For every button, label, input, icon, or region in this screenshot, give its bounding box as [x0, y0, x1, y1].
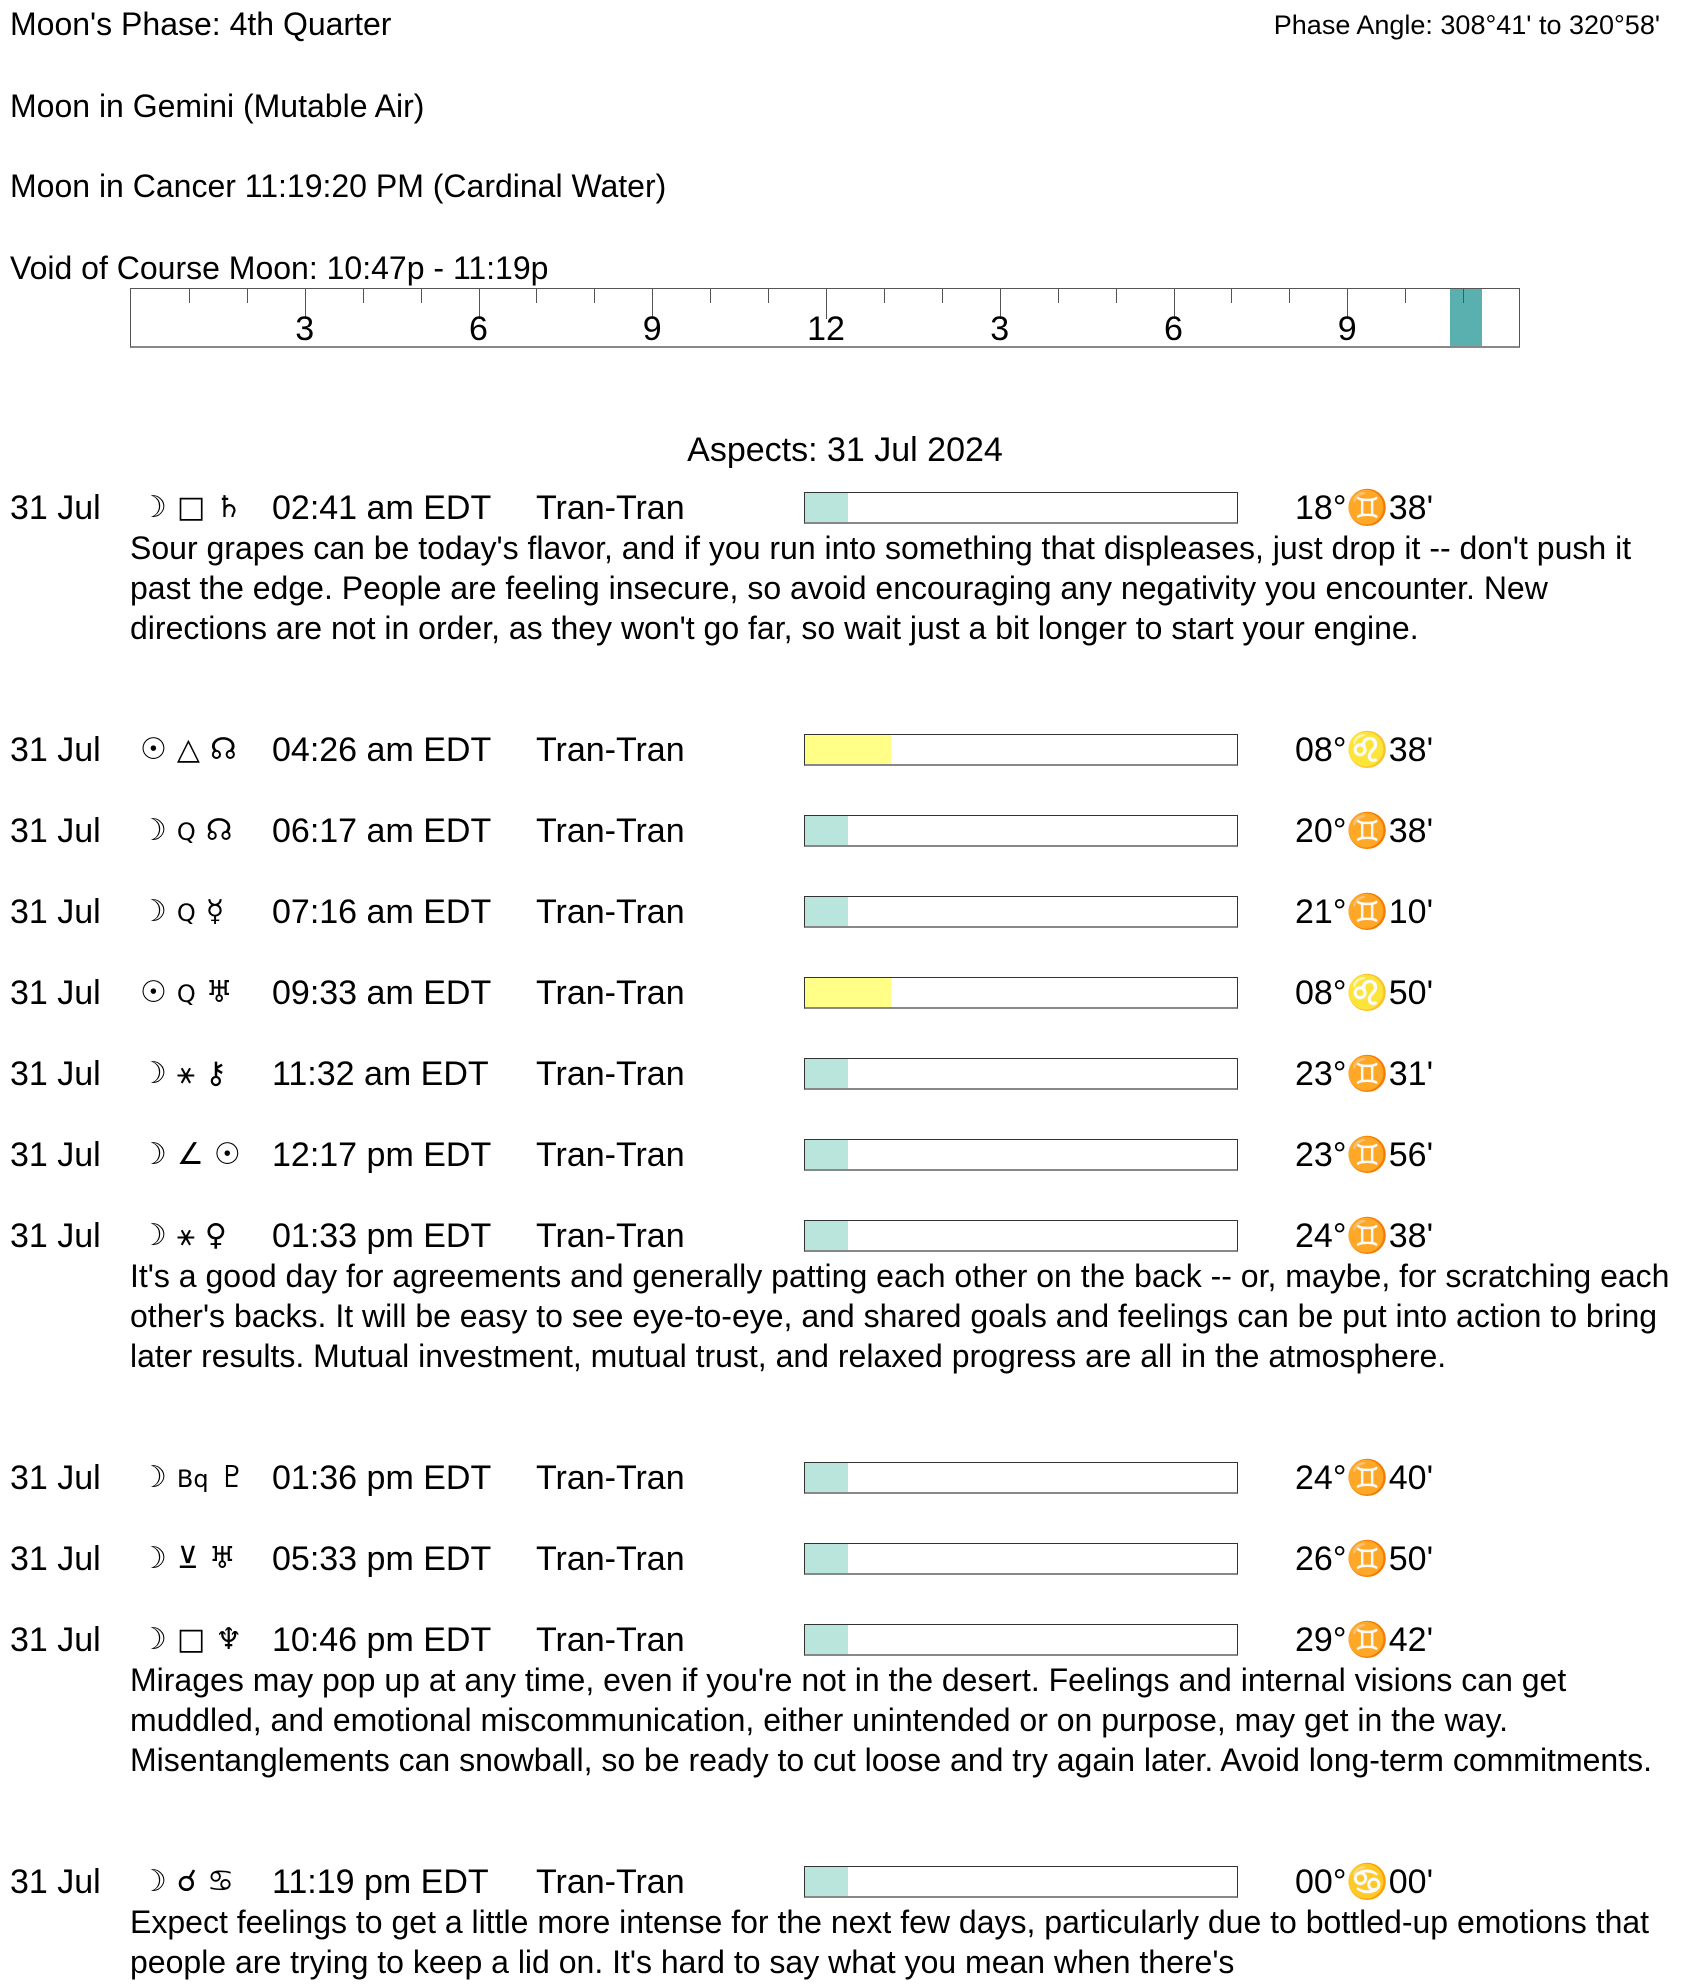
aspect-position: 23°♊31'	[1295, 1055, 1434, 1093]
aspect-row	[0, 1458, 1690, 1498]
timeline-tick	[1463, 289, 1464, 303]
phase-angle: Phase Angle: 308°41' to 320°58'	[1273, 10, 1660, 40]
aspect-date: 31 Jul	[10, 1863, 101, 1901]
aspect-position: 24°♊38'	[1295, 1217, 1434, 1255]
aspect-row	[0, 488, 1690, 528]
moon-ingress: Moon in Cancer 11:19:20 PM (Cardinal Water)	[10, 168, 667, 204]
void-of-course-band	[1450, 289, 1481, 346]
aspect-row	[0, 973, 1690, 1013]
aspect-time: 04:26 am EDT	[272, 731, 492, 769]
square-icon: □	[176, 490, 206, 525]
aspect-row	[0, 892, 1690, 932]
aspect-type: Tran-Tran	[536, 1136, 685, 1174]
aspect-strength-fill	[805, 816, 848, 845]
aspect-strength-bar	[804, 1058, 1238, 1090]
aspect-strength-bar	[804, 1543, 1238, 1575]
aspect-row	[0, 730, 1690, 770]
moon-icon: ☽	[140, 1056, 167, 1091]
moon-icon: ☽	[140, 490, 167, 525]
timeline-tick	[1231, 289, 1232, 303]
sextile-icon: ⚹	[176, 1218, 195, 1253]
moon-icon: ☽	[140, 1622, 167, 1657]
void-of-course: Void of Course Moon: 10:47p - 11:19p	[10, 250, 549, 286]
quintile-icon: Q	[176, 818, 196, 846]
timeline-tick	[768, 289, 769, 303]
aspect-strength-bar	[804, 1866, 1238, 1898]
aspect-time: 10:46 pm EDT	[272, 1621, 492, 1659]
aspect-interpretation: Mirages may pop up at any time, even if you're not in the desert. Feelings and internal visions can get muddled, and emotional miscommunication, either unintended or on purpose, may get in the way. Misentanglements can snowball, so be ready to cut loose and try again later. Avoid long-term commitments.	[130, 1662, 1652, 1778]
aspect-glyphs	[140, 1539, 246, 1579]
aspect-strength-fill	[805, 735, 891, 764]
moon-phase: Moon's Phase: 4th Quarter	[10, 6, 392, 42]
aspect-strength-bar	[804, 896, 1238, 928]
timeline-label: 12	[807, 310, 845, 348]
timeline-tick	[710, 289, 711, 303]
timeline-label: 6	[469, 310, 488, 348]
aspect-type: Tran-Tran	[536, 1540, 685, 1578]
aspect-position: 08°♌38'	[1295, 731, 1434, 769]
aspect-glyphs	[140, 1620, 252, 1660]
aspect-strength-fill	[805, 1625, 848, 1654]
aspect-strength-bar	[804, 1220, 1238, 1252]
aspect-interpretation: Sour grapes can be today's flavor, and if you run into something that displeases, just drop it -- don't push it past the edge. People are feeling insecure, so avoid encouraging any negativity you encounter. New directions are not in order, as they won't go far, so wait just a bit longer to start your engine.	[130, 530, 1632, 646]
conjunction-icon: ☌	[176, 1864, 198, 1899]
aspect-strength-fill	[805, 1867, 848, 1896]
timeline-tick	[1405, 289, 1406, 303]
moon-icon: ☽	[140, 1864, 167, 1899]
sun-icon: ☉	[140, 975, 167, 1010]
aspect-position: 26°♊50'	[1295, 1540, 1434, 1578]
timeline-tick	[594, 289, 595, 303]
aspect-glyphs	[140, 811, 242, 852]
cancer-icon: ♋	[207, 1864, 234, 1899]
aspect-strength-bar	[804, 492, 1238, 524]
semisquare-icon: ∠	[176, 1137, 204, 1172]
aspect-strength-fill	[805, 1544, 848, 1573]
quintile-icon: Q	[176, 980, 196, 1008]
sextile-icon: ⚹	[176, 1056, 195, 1091]
aspect-strength-fill	[805, 493, 848, 522]
timeline-tick	[1058, 289, 1059, 303]
aspect-row	[0, 1620, 1690, 1660]
aspect-row	[0, 1216, 1690, 1256]
aspect-interpretation: Expect feelings to get a little more intense for the next few days, particularly due to bottled-up emotions that people are trying to keep a lid on. It's hard to say what you mean when there's	[130, 1904, 1650, 1980]
aspect-date: 31 Jul	[10, 489, 101, 527]
aspects-title: Aspects: 31 Jul 2024	[687, 431, 1003, 469]
aspect-type: Tran-Tran	[536, 974, 685, 1012]
aspect-position: 29°♊42'	[1295, 1621, 1434, 1659]
aspect-strength-fill	[805, 1463, 848, 1492]
aspect-type: Tran-Tran	[536, 731, 685, 769]
aspect-strength-fill	[805, 978, 891, 1007]
timeline-tick	[884, 289, 885, 303]
aspect-type: Tran-Tran	[536, 1055, 685, 1093]
timeline-tick	[421, 289, 422, 303]
aspect-position: 00°♋00'	[1295, 1863, 1434, 1901]
uranus-icon: ♅	[205, 975, 233, 1010]
venus-icon: ♀	[204, 1218, 227, 1253]
aspect-glyphs	[140, 1216, 237, 1256]
aspect-strength-bar	[804, 1462, 1238, 1494]
aspect-date: 31 Jul	[10, 893, 101, 931]
aspect-time: 07:16 am EDT	[272, 893, 492, 931]
aspect-time: 05:33 pm EDT	[272, 1540, 492, 1578]
aspect-date: 31 Jul	[10, 1621, 101, 1659]
aspect-strength-fill	[805, 1221, 848, 1250]
aspect-time: 01:36 pm EDT	[272, 1459, 492, 1497]
aspect-date: 31 Jul	[10, 1055, 101, 1093]
aspect-time: 01:33 pm EDT	[272, 1217, 492, 1255]
aspect-glyphs	[140, 973, 243, 1014]
aspect-strength-fill	[805, 897, 848, 926]
aspect-position: 18°♊38'	[1295, 489, 1434, 527]
moon-icon: ☽	[140, 813, 167, 848]
north-node-icon: ☊	[209, 732, 237, 767]
aspect-glyphs	[140, 1862, 244, 1902]
aspect-date: 31 Jul	[10, 1136, 101, 1174]
aspect-row	[0, 1539, 1690, 1579]
aspect-type: Tran-Tran	[536, 1863, 685, 1901]
aspect-type: Tran-Tran	[536, 812, 685, 850]
saturn-icon: ♄	[215, 490, 243, 525]
chiron-icon: ⚷	[204, 1056, 227, 1091]
aspect-glyphs	[140, 488, 252, 528]
day-timeline	[130, 288, 1520, 348]
aspect-strength-bar	[804, 1139, 1238, 1171]
aspect-row	[0, 1135, 1690, 1175]
mercury-icon: ☿	[205, 894, 225, 929]
sun-icon: ☉	[140, 732, 167, 767]
timeline-label: 3	[295, 310, 315, 348]
aspect-date: 31 Jul	[10, 731, 101, 769]
aspect-type: Tran-Tran	[536, 489, 685, 527]
aspect-strength-bar	[804, 1624, 1238, 1656]
moon-icon: ☽	[140, 894, 167, 929]
pluto-icon: ♇	[218, 1460, 246, 1495]
aspect-glyphs	[140, 1458, 256, 1499]
aspect-strength-bar	[804, 815, 1238, 847]
aspect-position: 08°♌50'	[1295, 974, 1434, 1012]
aspect-glyphs	[140, 1135, 251, 1175]
moon-icon: ☽	[140, 1137, 167, 1172]
uranus-icon: ♅	[208, 1541, 236, 1576]
trine-icon: △	[176, 732, 200, 767]
aspect-type: Tran-Tran	[536, 1217, 685, 1255]
semisextile-icon: ⊻	[176, 1541, 199, 1576]
aspect-strength-fill	[805, 1059, 848, 1088]
aspect-row	[0, 1054, 1690, 1094]
aspect-interpretation: It's a good day for agreements and generally patting each other on the back -- or, maybe, for scratching each other's backs. It will be easy to see eye-to-eye, and shared goals and feelings can be put into action to bring later results. Mutual investment, mutual trust, and relaxed progress are all in the atmosphere.	[130, 1258, 1670, 1374]
timeline-tick	[1116, 289, 1117, 303]
aspect-glyphs	[140, 730, 247, 770]
timeline-label: 6	[1164, 310, 1183, 348]
aspect-time: 11:19 pm EDT	[272, 1863, 489, 1901]
aspect-row	[0, 811, 1690, 851]
timeline-tick	[1289, 289, 1290, 303]
moon-icon: ☽	[140, 1218, 167, 1253]
aspect-date: 31 Jul	[10, 1217, 101, 1255]
timeline-tick	[942, 289, 943, 303]
square-icon: □	[176, 1622, 206, 1657]
aspect-time: 12:17 pm EDT	[272, 1136, 492, 1174]
north-node-icon: ☊	[205, 813, 233, 848]
sun-icon: ☉	[213, 1137, 241, 1172]
aspect-time: 06:17 am EDT	[272, 812, 492, 850]
aspect-date: 31 Jul	[10, 812, 101, 850]
aspect-date: 31 Jul	[10, 1540, 101, 1578]
timeline-tick	[189, 289, 190, 303]
aspect-date: 31 Jul	[10, 1459, 101, 1497]
moon-icon: ☽	[140, 1541, 167, 1576]
timeline-tick	[536, 289, 537, 303]
aspect-strength-bar	[804, 977, 1238, 1009]
aspect-strength-bar	[804, 734, 1238, 766]
timeline-label: 9	[1337, 310, 1357, 348]
neptune-icon: ♆	[215, 1622, 243, 1657]
aspect-time: 02:41 am EDT	[272, 489, 492, 527]
aspect-row	[0, 1862, 1690, 1902]
aspect-time: 09:33 am EDT	[272, 974, 492, 1012]
aspect-glyphs	[140, 892, 234, 933]
timeline-label: 9	[642, 310, 662, 348]
aspect-type: Tran-Tran	[536, 893, 685, 931]
moon-sign: Moon in Gemini (Mutable Air)	[10, 88, 425, 124]
quintile-icon: Q	[176, 899, 196, 927]
aspect-position: 24°♊40'	[1295, 1459, 1434, 1497]
aspect-type: Tran-Tran	[536, 1621, 685, 1659]
aspect-strength-fill	[805, 1140, 848, 1169]
aspect-date: 31 Jul	[10, 974, 101, 1012]
moon-icon: ☽	[140, 1460, 167, 1495]
aspect-position: 21°♊10'	[1295, 893, 1434, 931]
aspect-type: Tran-Tran	[536, 1459, 685, 1497]
aspect-position: 20°♊38'	[1295, 812, 1434, 850]
aspect-glyphs	[140, 1054, 237, 1094]
timeline-tick	[363, 289, 364, 303]
aspect-time: 11:32 am EDT	[272, 1055, 489, 1093]
timeline-tick	[247, 289, 248, 303]
biquintile-icon: Bq	[176, 1465, 209, 1493]
timeline-label: 3	[990, 310, 1010, 348]
aspect-position: 23°♊56'	[1295, 1136, 1434, 1174]
